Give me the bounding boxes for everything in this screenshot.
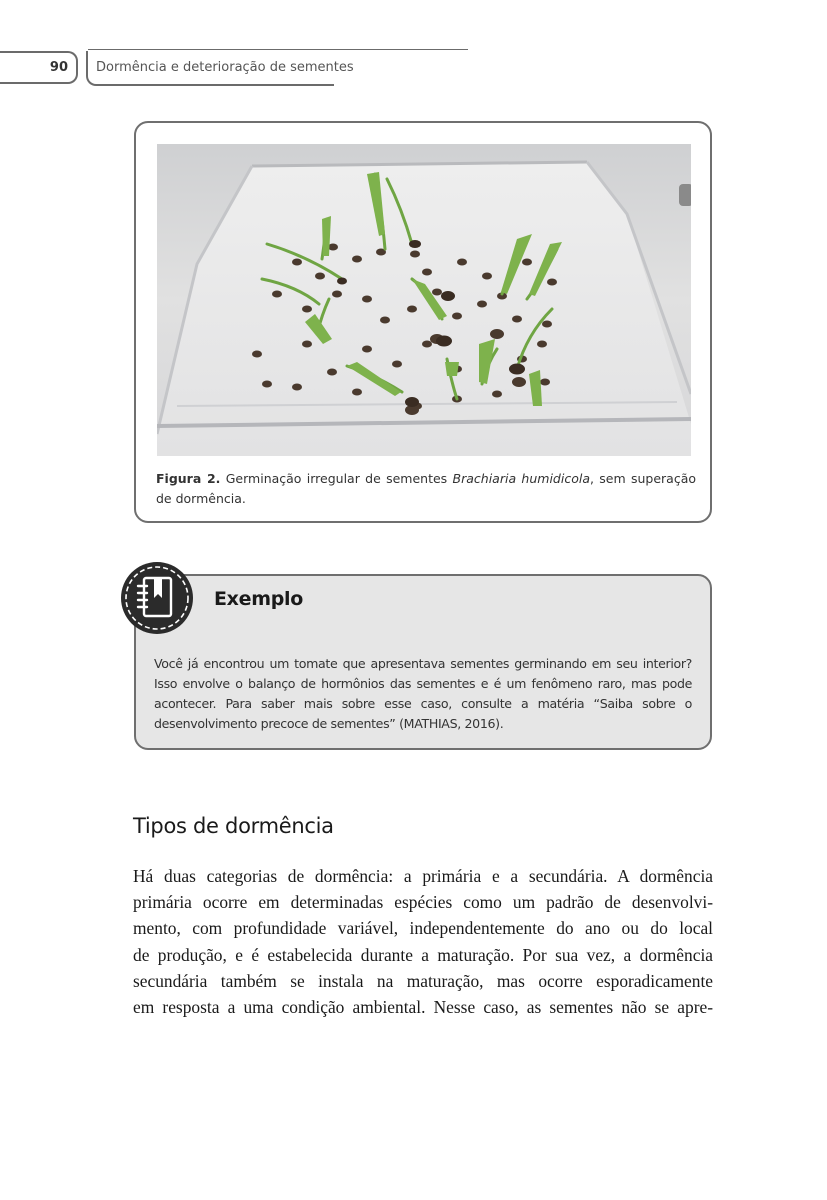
photo-illustration <box>157 144 691 456</box>
figure-caption-text: Germinação irregular de sementes <box>225 471 448 486</box>
figure-box <box>134 121 712 523</box>
bookmark-notebook-icon <box>119 560 195 636</box>
body-paragraph <box>133 863 713 1020</box>
paragraph-line: de produção, e é estabelecida durante a maturação. Por sua vez, a dormência <box>133 944 713 965</box>
figure-caption-label: Figura 2. <box>156 471 221 486</box>
figure-caption <box>156 469 696 509</box>
paragraph-line: em resposta a uma condição ambiental. Nesse caso, as sementes não se apre- <box>133 997 713 1018</box>
page-number <box>0 51 78 84</box>
example-text: Você já encontrou um tomate que apresentava sementes germinando em seu interior? Isso envolve o balanço de hormônios das sementes e é um fenômeno raro, mas pode acontecer. Para saber mais sobre esse caso, consulte a matéria “Saiba sobre o desenvolvimento precoce de sementes” (MATHIAS, 2016). <box>154 656 692 731</box>
section-heading: Tipos de dormência <box>133 814 334 838</box>
paragraph-line: primária ocorre em determinadas espécies como um padrão de desenvolvi- <box>133 892 713 913</box>
figure-caption-species: Brachiaria humidicola <box>452 471 590 486</box>
seed-germination-photo <box>157 144 691 456</box>
figure-caption-text-end: , sem superação de dormência. <box>156 471 697 506</box>
paragraph-line: secundária também se instala na maturação, mas ocorre esporadicamente <box>133 970 713 991</box>
running-title: Dormência e deterioração de sementes <box>96 60 354 75</box>
page-number-text: 90 <box>49 60 68 75</box>
header-rule <box>88 49 468 50</box>
running-header <box>86 51 354 86</box>
example-title: Exemplo <box>214 588 303 610</box>
paragraph-line: mento, com profundidade variável, independentemente do ano ou do local <box>133 918 713 939</box>
paragraph-line: Há duas categorias de dormência: a primária e a secundária. A dormência <box>133 866 713 886</box>
